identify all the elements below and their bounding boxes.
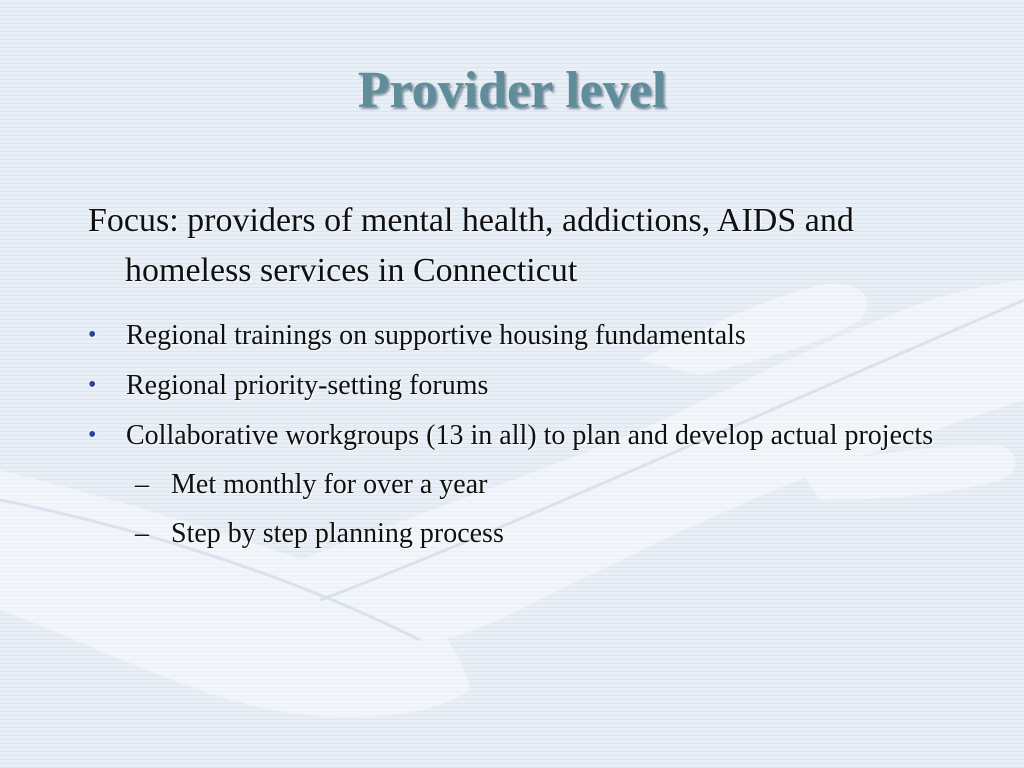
bullet-icon: • — [88, 422, 97, 448]
sub-bullet-item — [126, 514, 948, 553]
bullet-icon: • — [88, 372, 97, 398]
bullet-item — [88, 316, 948, 355]
dash-icon: – — [135, 518, 149, 549]
dash-icon: – — [135, 469, 149, 500]
slide-body — [88, 196, 948, 564]
bullet-item — [88, 416, 948, 553]
bullet-text: Regional trainings on supportive housing fundamentals — [126, 320, 746, 351]
slide-title: Provider level — [357, 62, 667, 119]
bullet-text: Regional priority-setting forums — [126, 370, 489, 401]
sub-bullet-list — [126, 465, 948, 553]
sub-bullet-text: Step by step planning process — [171, 518, 504, 549]
sub-bullet-text: Met monthly for over a year — [171, 469, 488, 500]
bullet-text: Collaborative workgroups (13 in all) to plan and develop actual projects — [126, 420, 934, 451]
sub-bullet-item — [126, 465, 948, 504]
bullet-icon: • — [88, 322, 97, 348]
bullet-item — [88, 366, 948, 405]
focus-statement: Focus: providers of mental health, addictions, AIDS and homeless services in Connecticut — [88, 202, 854, 289]
bullet-list — [88, 316, 948, 553]
